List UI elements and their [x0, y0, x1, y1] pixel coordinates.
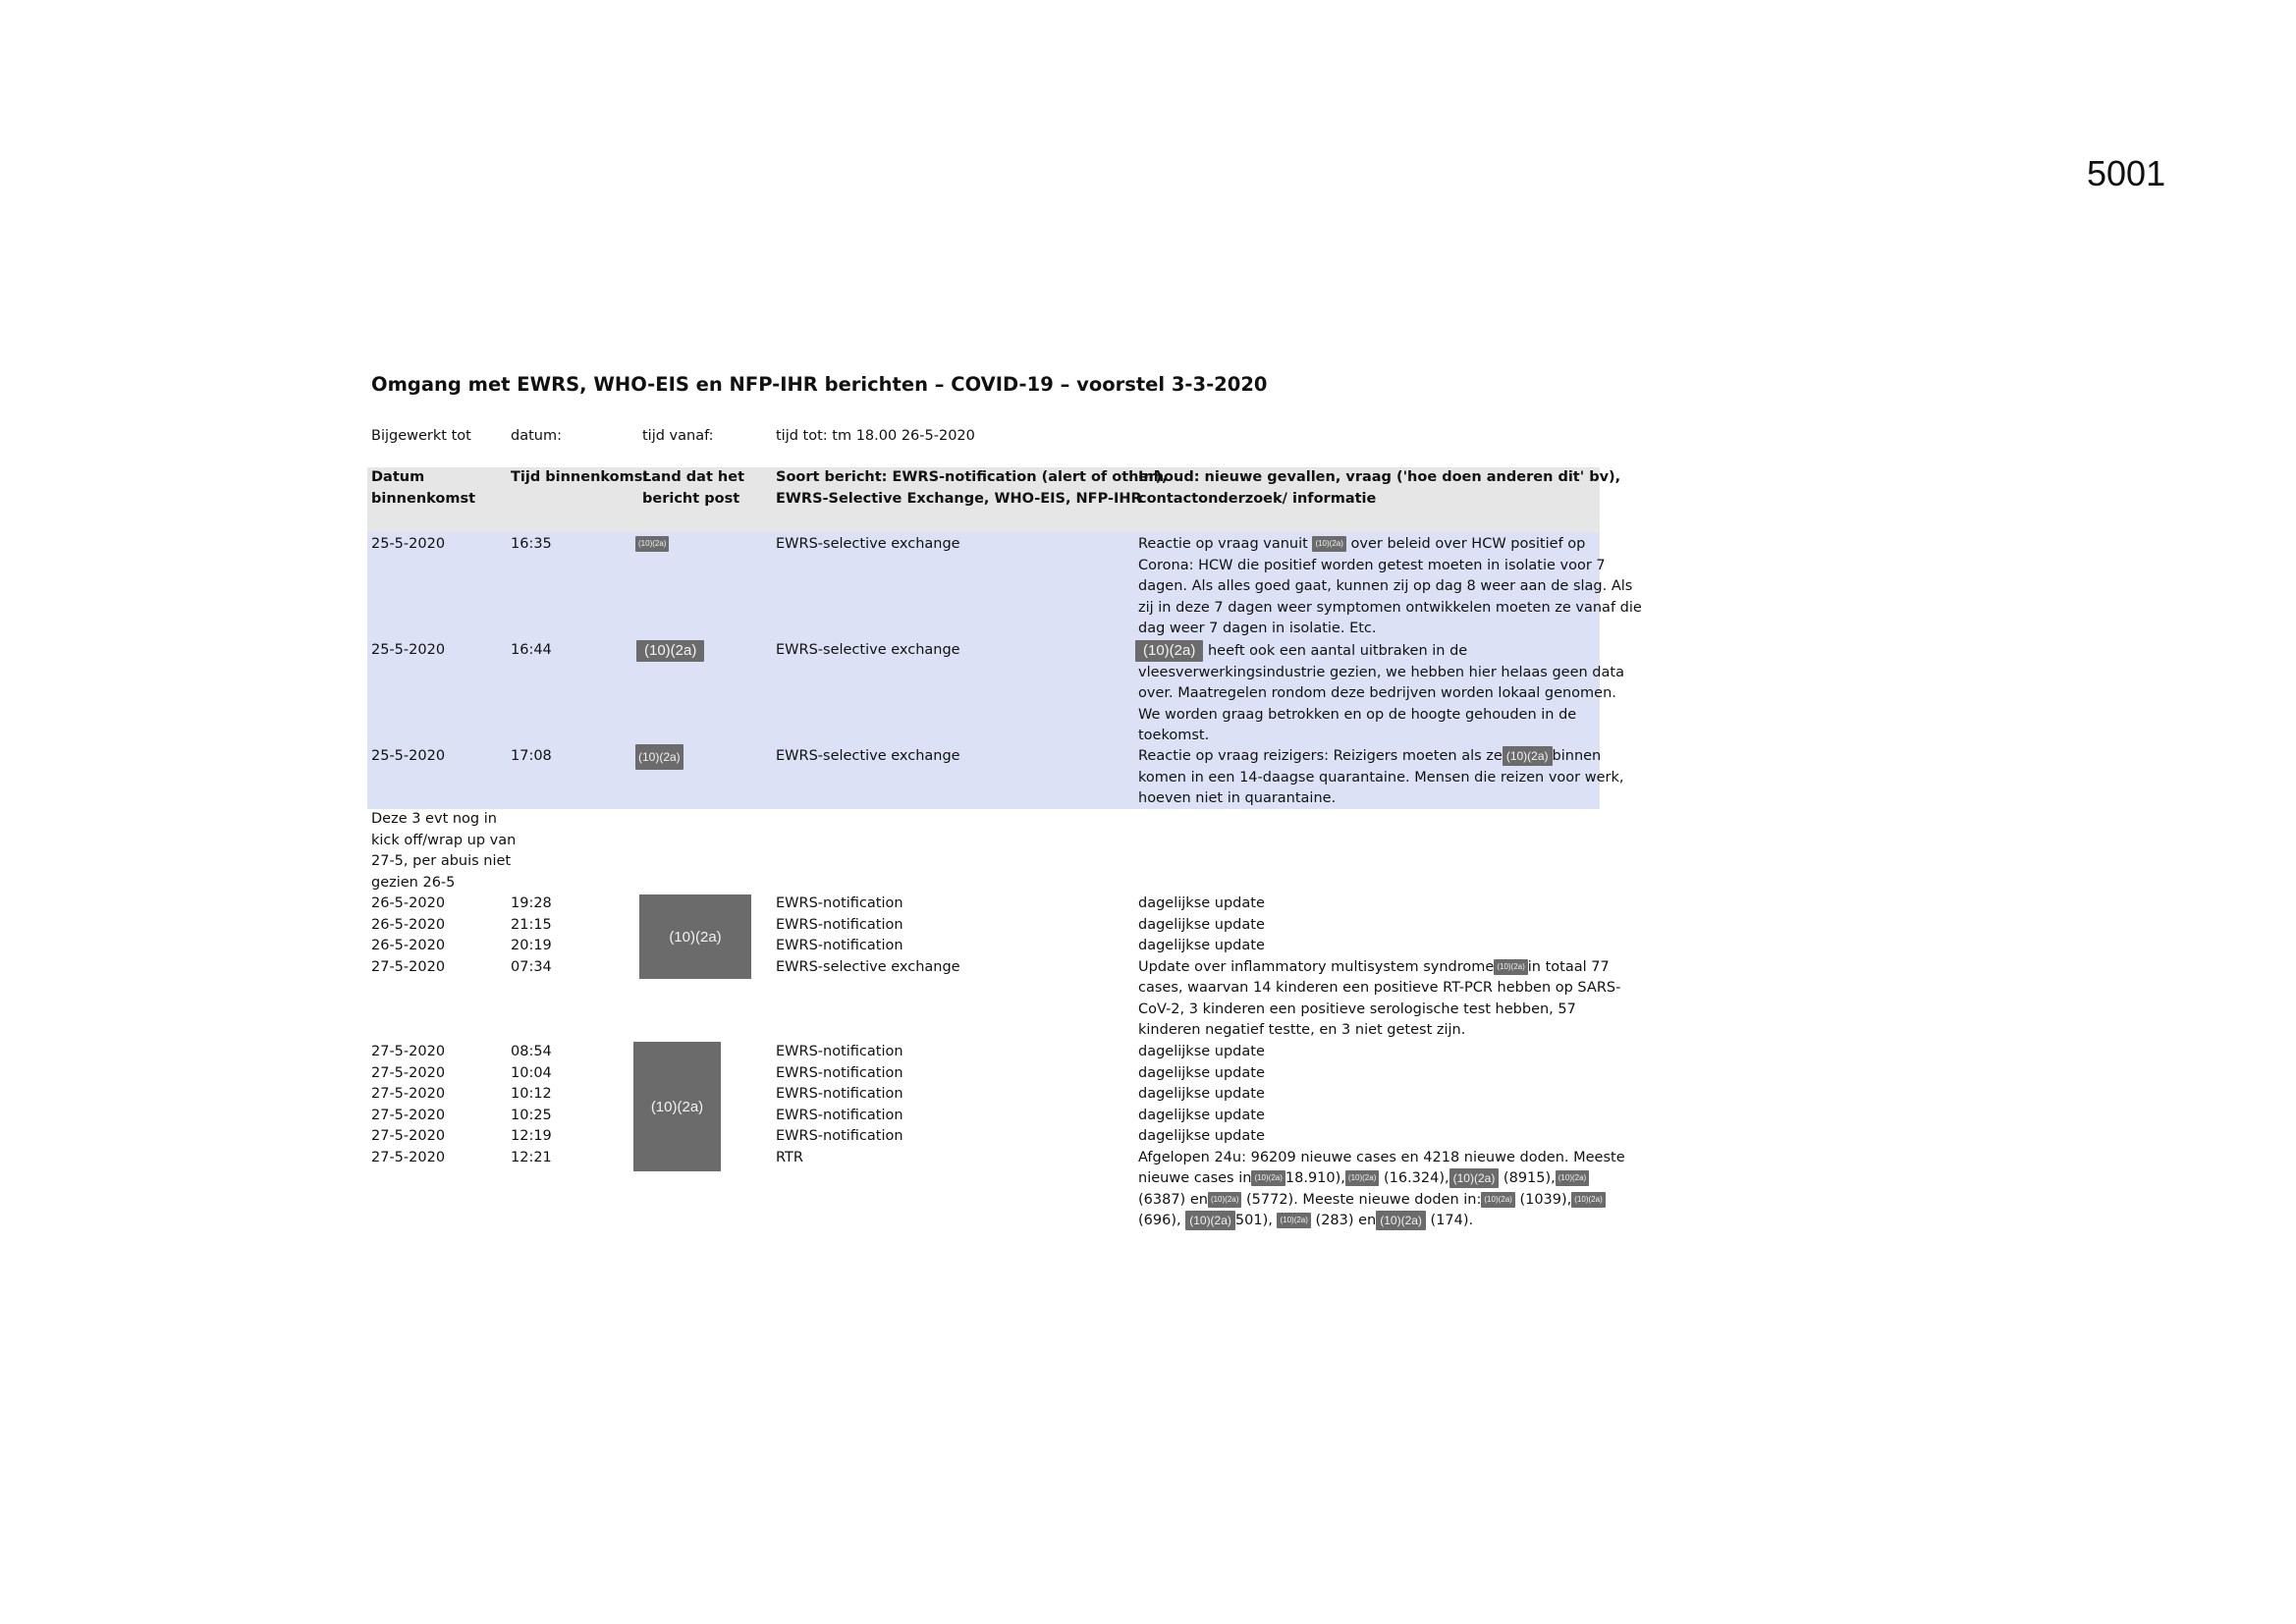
row2-content-line2: vleesverwerkingsindustrie gezien, we hebben hier helaas geen data — [1138, 664, 1624, 680]
group-b-dates — [371, 1042, 445, 1168]
row3-content-line3: hoeven niet in quarantaine. — [1138, 790, 1337, 806]
row-content: dagelijkse update — [1138, 1064, 1265, 1081]
rtr-text: (6387) en — [1138, 1191, 1208, 1208]
rtr-content-line2 — [1138, 1168, 1602, 1190]
meta-tijd-tot: tijd tot: tm 18.00 26-5-2020 — [776, 428, 975, 444]
page-number: 5001 — [2087, 153, 2166, 193]
row-date: 26-5-2020 — [371, 895, 446, 911]
row-time: 12:21 — [511, 1149, 552, 1165]
meta-bijgewerkt: Bijgewerkt tot — [371, 428, 471, 444]
rtr-text: 501), — [1234, 1213, 1273, 1228]
row2-time: 16:44 — [511, 642, 552, 658]
row-type: EWRS-notification — [776, 895, 903, 911]
redaction-mark: (10)(2a) — [1208, 1192, 1241, 1208]
row3-time: 17:08 — [511, 748, 552, 764]
document-title: Omgang met EWRS, WHO-EIS en NFP-IHR berichten – COVID-19 – voorstel 3-3-2020 — [371, 373, 1268, 396]
redaction-block-b: (10)(2a) — [633, 1042, 721, 1171]
header-inhoud-line2: contactonderzoek/ informatie — [1138, 490, 1377, 507]
row-type: EWRS-notification — [776, 1086, 903, 1102]
redaction-mark: (10)(2a) — [1251, 1170, 1285, 1186]
row3-country — [635, 744, 683, 770]
group-a-times — [511, 893, 552, 978]
redaction-mark: (10)(2a) — [1345, 1170, 1379, 1186]
row-time: 08:54 — [511, 1044, 552, 1059]
note-line: Deze 3 evt nog in — [371, 811, 497, 827]
redaction-block-a: (10)(2a) — [639, 894, 751, 979]
row3-text: Reactie op vraag reizigers: Reizigers moeten als ze — [1138, 748, 1503, 764]
header-datum-line2: binnenkomst — [371, 490, 476, 507]
row2-content — [1135, 640, 1624, 747]
redaction-mark: (10)(2a) — [1556, 1170, 1589, 1186]
row2-type: EWRS-selective exchange — [776, 642, 960, 658]
row-time: 07:34 — [511, 958, 552, 975]
row-type: RTR — [776, 1149, 803, 1165]
redaction-mark: (10)(2a) — [1376, 1211, 1426, 1230]
row1-type: EWRS-selective exchange — [776, 536, 960, 552]
rtr-text: (174). — [1425, 1213, 1474, 1228]
header-soort-line2: EWRS-Selective Exchange, WHO-EIS, NFP-IHR — [776, 490, 1142, 507]
redaction-mark: (10)(2a) — [1494, 959, 1527, 975]
row3-content-line2: komen in een 14-daagse quarantaine. Mensen die reizen voor werk, — [1138, 769, 1624, 785]
header-datum-line1: Datum — [371, 469, 425, 485]
row3-text: binnen — [1552, 748, 1602, 764]
header-inhoud-line1: Inhoud: nieuwe gevallen, vraag ('hoe doen anderen dit' bv), — [1138, 469, 1621, 485]
row-content: dagelijkse update — [1138, 1107, 1265, 1123]
row-content: dagelijkse update — [1138, 916, 1265, 933]
imss-content-line2: cases, waarvan 14 kinderen een positieve RT-PCR hebben op SARS- — [1138, 980, 1621, 996]
row1-date: 25-5-2020 — [371, 536, 446, 552]
row-date: 27-5-2020 — [371, 1044, 446, 1059]
rtr-text: (1039), — [1514, 1191, 1572, 1208]
row-time: 10:12 — [511, 1086, 552, 1102]
redaction-mark: (10)(2a) — [635, 536, 669, 552]
row-content: dagelijkse update — [1138, 1044, 1265, 1059]
header-land-line2: bericht post — [642, 490, 740, 507]
row1-content-line4: zij in deze 7 dagen weer symptomen ontwikkelen moeten ze vanaf die — [1138, 599, 1642, 616]
imss-text: Update over inflammatory multisystem syndrome — [1138, 958, 1495, 975]
row-type: EWRS-notification — [776, 1064, 903, 1081]
group-a-dates — [371, 893, 445, 978]
row-date: 27-5-2020 — [371, 1149, 446, 1165]
row-time: 19:28 — [511, 895, 552, 911]
rtr-content-line1: Afgelopen 24u: 96209 nieuwe cases en 4218 nieuwe doden. Meeste — [1138, 1149, 1625, 1165]
group-b-types — [776, 1042, 903, 1168]
rtr-text: nieuwe cases in — [1138, 1170, 1252, 1186]
rtr-content-line3 — [1138, 1190, 1602, 1212]
row-date: 26-5-2020 — [371, 938, 446, 953]
row-date: 27-5-2020 — [371, 958, 446, 975]
note — [371, 809, 516, 893]
row2-country — [636, 640, 704, 663]
header-datum — [371, 467, 475, 510]
row1-text: Reactie op vraag vanuit — [1138, 536, 1313, 552]
row-time: 12:19 — [511, 1128, 552, 1144]
row-time: 20:19 — [511, 938, 552, 953]
row-type: EWRS-notification — [776, 1128, 903, 1144]
note-line: gezien 26-5 — [371, 874, 456, 891]
meta-tijd-vanaf: tijd vanaf: — [642, 428, 714, 444]
imss-content-line3: CoV-2, 3 kinderen een positieve serologische test hebben, 57 — [1138, 1001, 1576, 1017]
header-tijd: Tijd binnenkomst — [511, 469, 650, 485]
row3-content-line1 — [1138, 746, 1602, 768]
group-b-times — [511, 1042, 552, 1168]
redaction-mark: (10)(2a) — [1185, 1211, 1235, 1230]
rtr-text: (8915), — [1499, 1170, 1556, 1186]
redaction-mark: (10)(2a) — [1277, 1213, 1310, 1228]
imss-text: in totaal 77 — [1527, 958, 1610, 975]
note-line: 27-5, per abuis niet — [371, 853, 512, 869]
row-date: 26-5-2020 — [371, 916, 446, 933]
row-time: 10:04 — [511, 1064, 552, 1081]
redaction-mark: (10)(2a) — [635, 744, 683, 770]
row-date: 27-5-2020 — [371, 1086, 446, 1102]
rtr-text: (16.324), — [1379, 1170, 1449, 1186]
imss-content-line4: kinderen negatief testte, en 3 niet getest zijn. — [1138, 1022, 1466, 1038]
rtr-text: (283) en — [1310, 1213, 1377, 1228]
row-type: EWRS-notification — [776, 1044, 903, 1059]
rtr-text: (696), — [1138, 1213, 1181, 1228]
group-a-types — [776, 893, 960, 978]
row3-content — [1138, 746, 1624, 810]
redaction-mark: (10)(2a) — [636, 640, 704, 662]
row-type: EWRS-selective exchange — [776, 958, 960, 975]
row2-date: 25-5-2020 — [371, 642, 446, 658]
row-content: dagelijkse update — [1138, 1086, 1265, 1102]
row-content: dagelijkse update — [1138, 938, 1265, 953]
row1-content-line5: dag weer 7 dagen in isolatie. Etc. — [1138, 621, 1377, 636]
row-date: 27-5-2020 — [371, 1128, 446, 1144]
group-a-contents — [1138, 893, 1621, 1042]
header-soort — [776, 467, 1168, 510]
row2-text: heeft ook een aantal uitbraken in de — [1203, 643, 1468, 659]
rtr-content-line4 — [1138, 1211, 1602, 1232]
redaction-mark: (10)(2a) — [1135, 640, 1203, 662]
row-type: EWRS-notification — [776, 916, 903, 933]
redaction-mark: (10)(2a) — [1571, 1192, 1605, 1208]
row-date: 27-5-2020 — [371, 1107, 446, 1123]
meta-datum: datum: — [511, 428, 562, 444]
row3-type: EWRS-selective exchange — [776, 748, 960, 764]
redaction-mark: (10)(2a) — [1312, 536, 1345, 552]
row3-date: 25-5-2020 — [371, 748, 446, 764]
row1-time: 16:35 — [511, 536, 552, 552]
group-b-contents — [1138, 1042, 1625, 1232]
row2-content-line4: We worden graag betrokken en op de hoogte gehouden in de — [1138, 706, 1577, 723]
redaction-mark: (10)(2a) — [1481, 1192, 1514, 1208]
row-type: EWRS-notification — [776, 938, 903, 953]
header-soort-line1: Soort bericht: EWRS-notification (alert of other), — [776, 469, 1168, 485]
header-land — [642, 467, 744, 510]
row1-content — [1138, 534, 1642, 640]
row-time: 21:15 — [511, 916, 552, 933]
row1-content-line1 — [1138, 534, 1602, 556]
redaction-mark: (10)(2a) — [1503, 746, 1553, 766]
header-inhoud — [1138, 467, 1620, 510]
redaction-mark: (10)(2a) — [1449, 1168, 1500, 1188]
row2-content-line5: toekomst. — [1138, 728, 1210, 743]
row-date: 27-5-2020 — [371, 1064, 446, 1081]
row-time: 10:25 — [511, 1107, 552, 1123]
header-land-line1: Land dat het — [642, 469, 745, 485]
imss-content-line1 — [1138, 957, 1610, 979]
row2-content-line3: over. Maatregelen rondom deze bedrijven worden lokaal genomen. — [1138, 685, 1616, 701]
row1-content-line2: Corona: HCW die positief worden getest moeten in isolatie voor 7 — [1138, 557, 1606, 573]
row1-content-line3: dagen. Als alles goed gaat, kunnen zij op dag 8 weer aan de slag. Als — [1138, 578, 1633, 594]
rtr-text: (5772). Meeste nieuwe doden in: — [1241, 1191, 1482, 1208]
row-type: EWRS-notification — [776, 1107, 903, 1123]
note-line: kick off/wrap up van — [371, 832, 517, 848]
row1-text: over beleid over HCW positief op — [1345, 536, 1586, 552]
row2-content-line1 — [1135, 640, 1599, 663]
row-content: dagelijkse update — [1138, 1128, 1265, 1144]
row-content: dagelijkse update — [1138, 895, 1265, 911]
row1-country — [635, 534, 669, 556]
rtr-text: 18.910), — [1285, 1170, 1345, 1186]
